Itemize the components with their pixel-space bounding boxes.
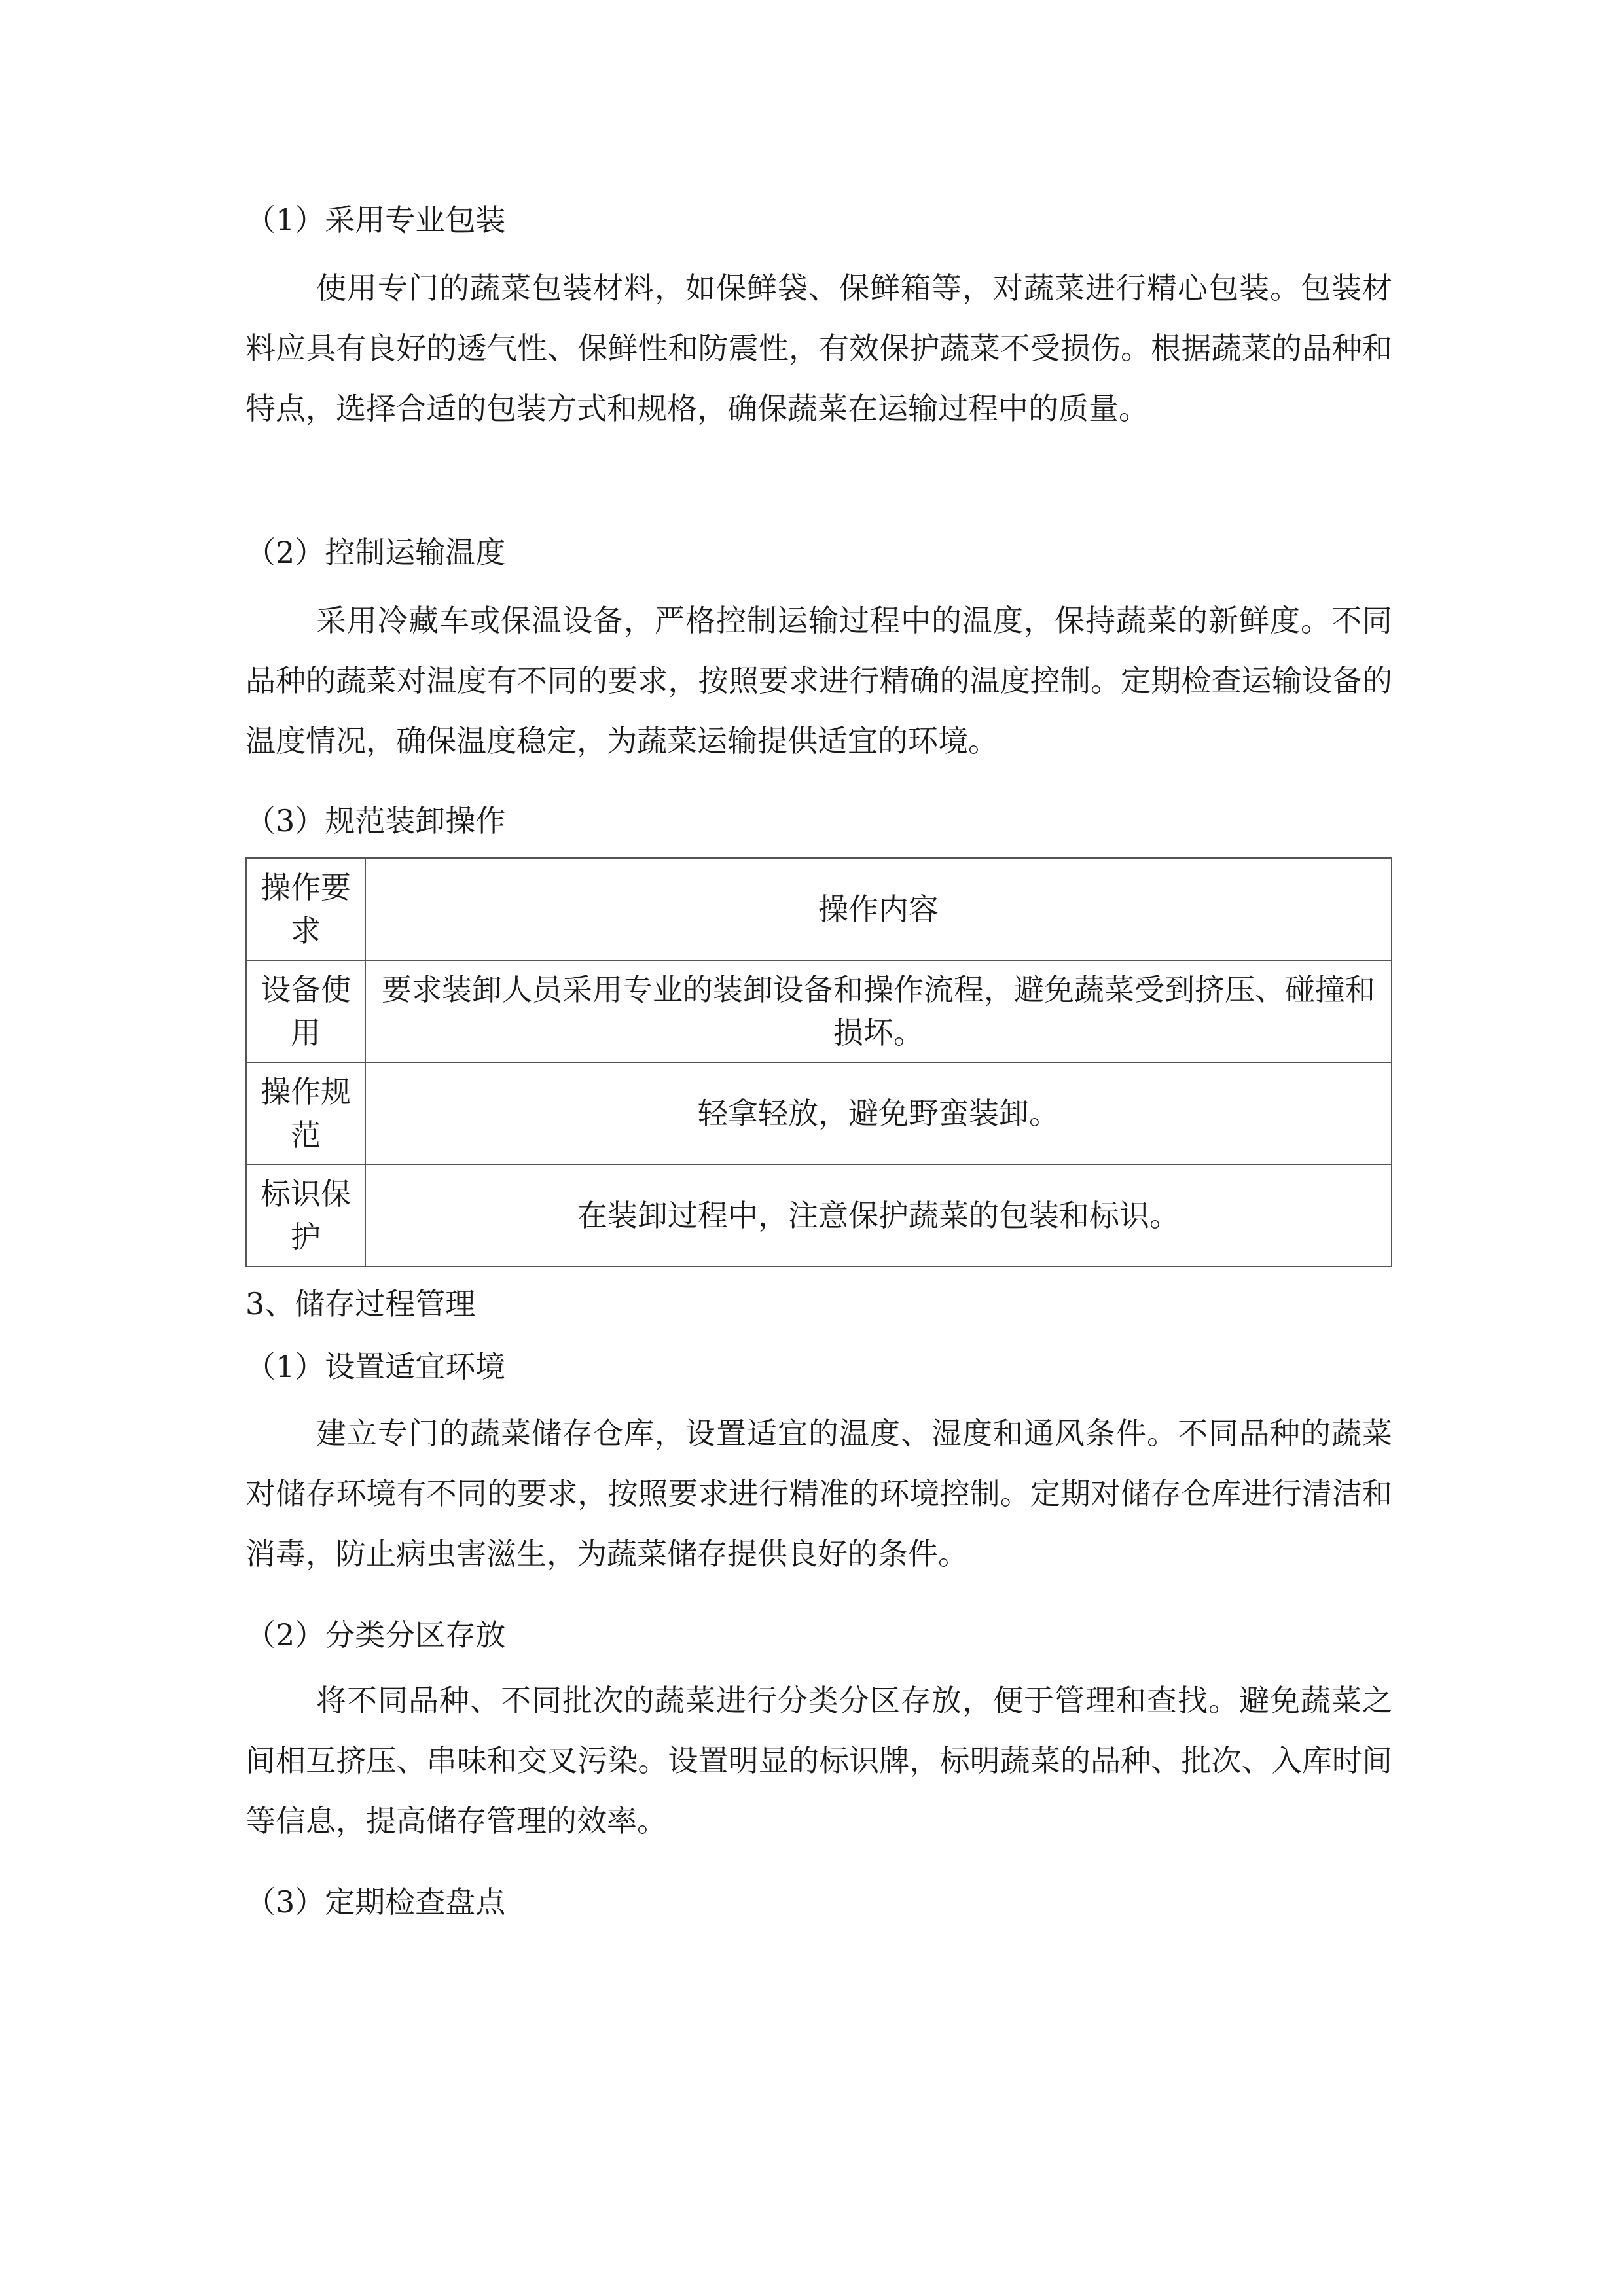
section-heading-packaging: （1）采用专业包装 — [245, 202, 506, 238]
section-heading-inventory: （3）定期检查盘点 — [245, 1884, 506, 1920]
paragraph-zoning: 将不同品种、不同批次的蔬菜进行分类分区存放，便于管理和查找。避免蔬菜之间相互挤压、串味和交叉污染。设置明显的标识牌，标明蔬菜的品种、批次、入库时间等信息，提高储存管理的效率。 — [245, 1683, 1392, 1839]
section-heading-loading: （3）规范装卸操作 — [245, 803, 506, 838]
table-row — [246, 1164, 1392, 1266]
loading-operations-table — [245, 857, 1392, 1267]
paragraph-temperature: 采用冷藏车或保温设备，严格控制运输过程中的温度，保持蔬菜的新鲜度。不同品种的蔬菜对温度有不同的要求，按照要求进行精确的温度控制。定期检查运输设备的温度情况，确保温度稳定，为蔬菜运输提供适宜的环境。 — [245, 603, 1392, 759]
table-row — [246, 960, 1392, 1062]
paragraph-packaging: 使用专门的蔬菜包装材料，如保鲜袋、保鲜箱等，对蔬菜进行精心包装。包装材料应具有良好的透气性、保鲜性和防震性，有效保护蔬菜不受损伤。根据蔬菜的品种和特点，选择合适的包装方式和规格，确保蔬菜在运输过程中的质量。 — [245, 270, 1392, 426]
table-header-cell: 操作要求 — [246, 858, 365, 960]
table-header-cell: 操作内容 — [365, 858, 1392, 960]
table-cell-requirement: 标识保护 — [246, 1164, 365, 1266]
section-heading-environment: （1）设置适宜环境 — [245, 1349, 506, 1384]
table-row — [246, 1062, 1392, 1164]
table-cell-content: 要求装卸人员采用专业的装卸设备和操作流程，避免蔬菜受到挤压、碰撞和损坏。 — [365, 960, 1392, 1062]
table-cell-content: 轻拿轻放，避免野蛮装卸。 — [365, 1062, 1392, 1164]
table-header-row — [246, 858, 1392, 960]
section-heading-zoning: （2）分类分区存放 — [245, 1617, 506, 1653]
chapter-heading-storage: 3、储存过程管理 — [245, 1286, 476, 1321]
section-heading-temperature: （2）控制运输温度 — [245, 535, 506, 570]
table-cell-requirement: 操作规范 — [246, 1062, 365, 1164]
paragraph-environment: 建立专门的蔬菜储存仓库，设置适宜的温度、湿度和通风条件。不同品种的蔬菜对储存环境有不同的要求，按照要求进行精准的环境控制。定期对储存仓库进行清洁和消毒，防止病虫害滋生，为蔬菜储存提供良好的条件。 — [245, 1416, 1392, 1571]
table-cell-content: 在装卸过程中，注意保护蔬菜的包装和标识。 — [365, 1164, 1392, 1266]
table-cell-requirement: 设备使用 — [246, 960, 365, 1062]
